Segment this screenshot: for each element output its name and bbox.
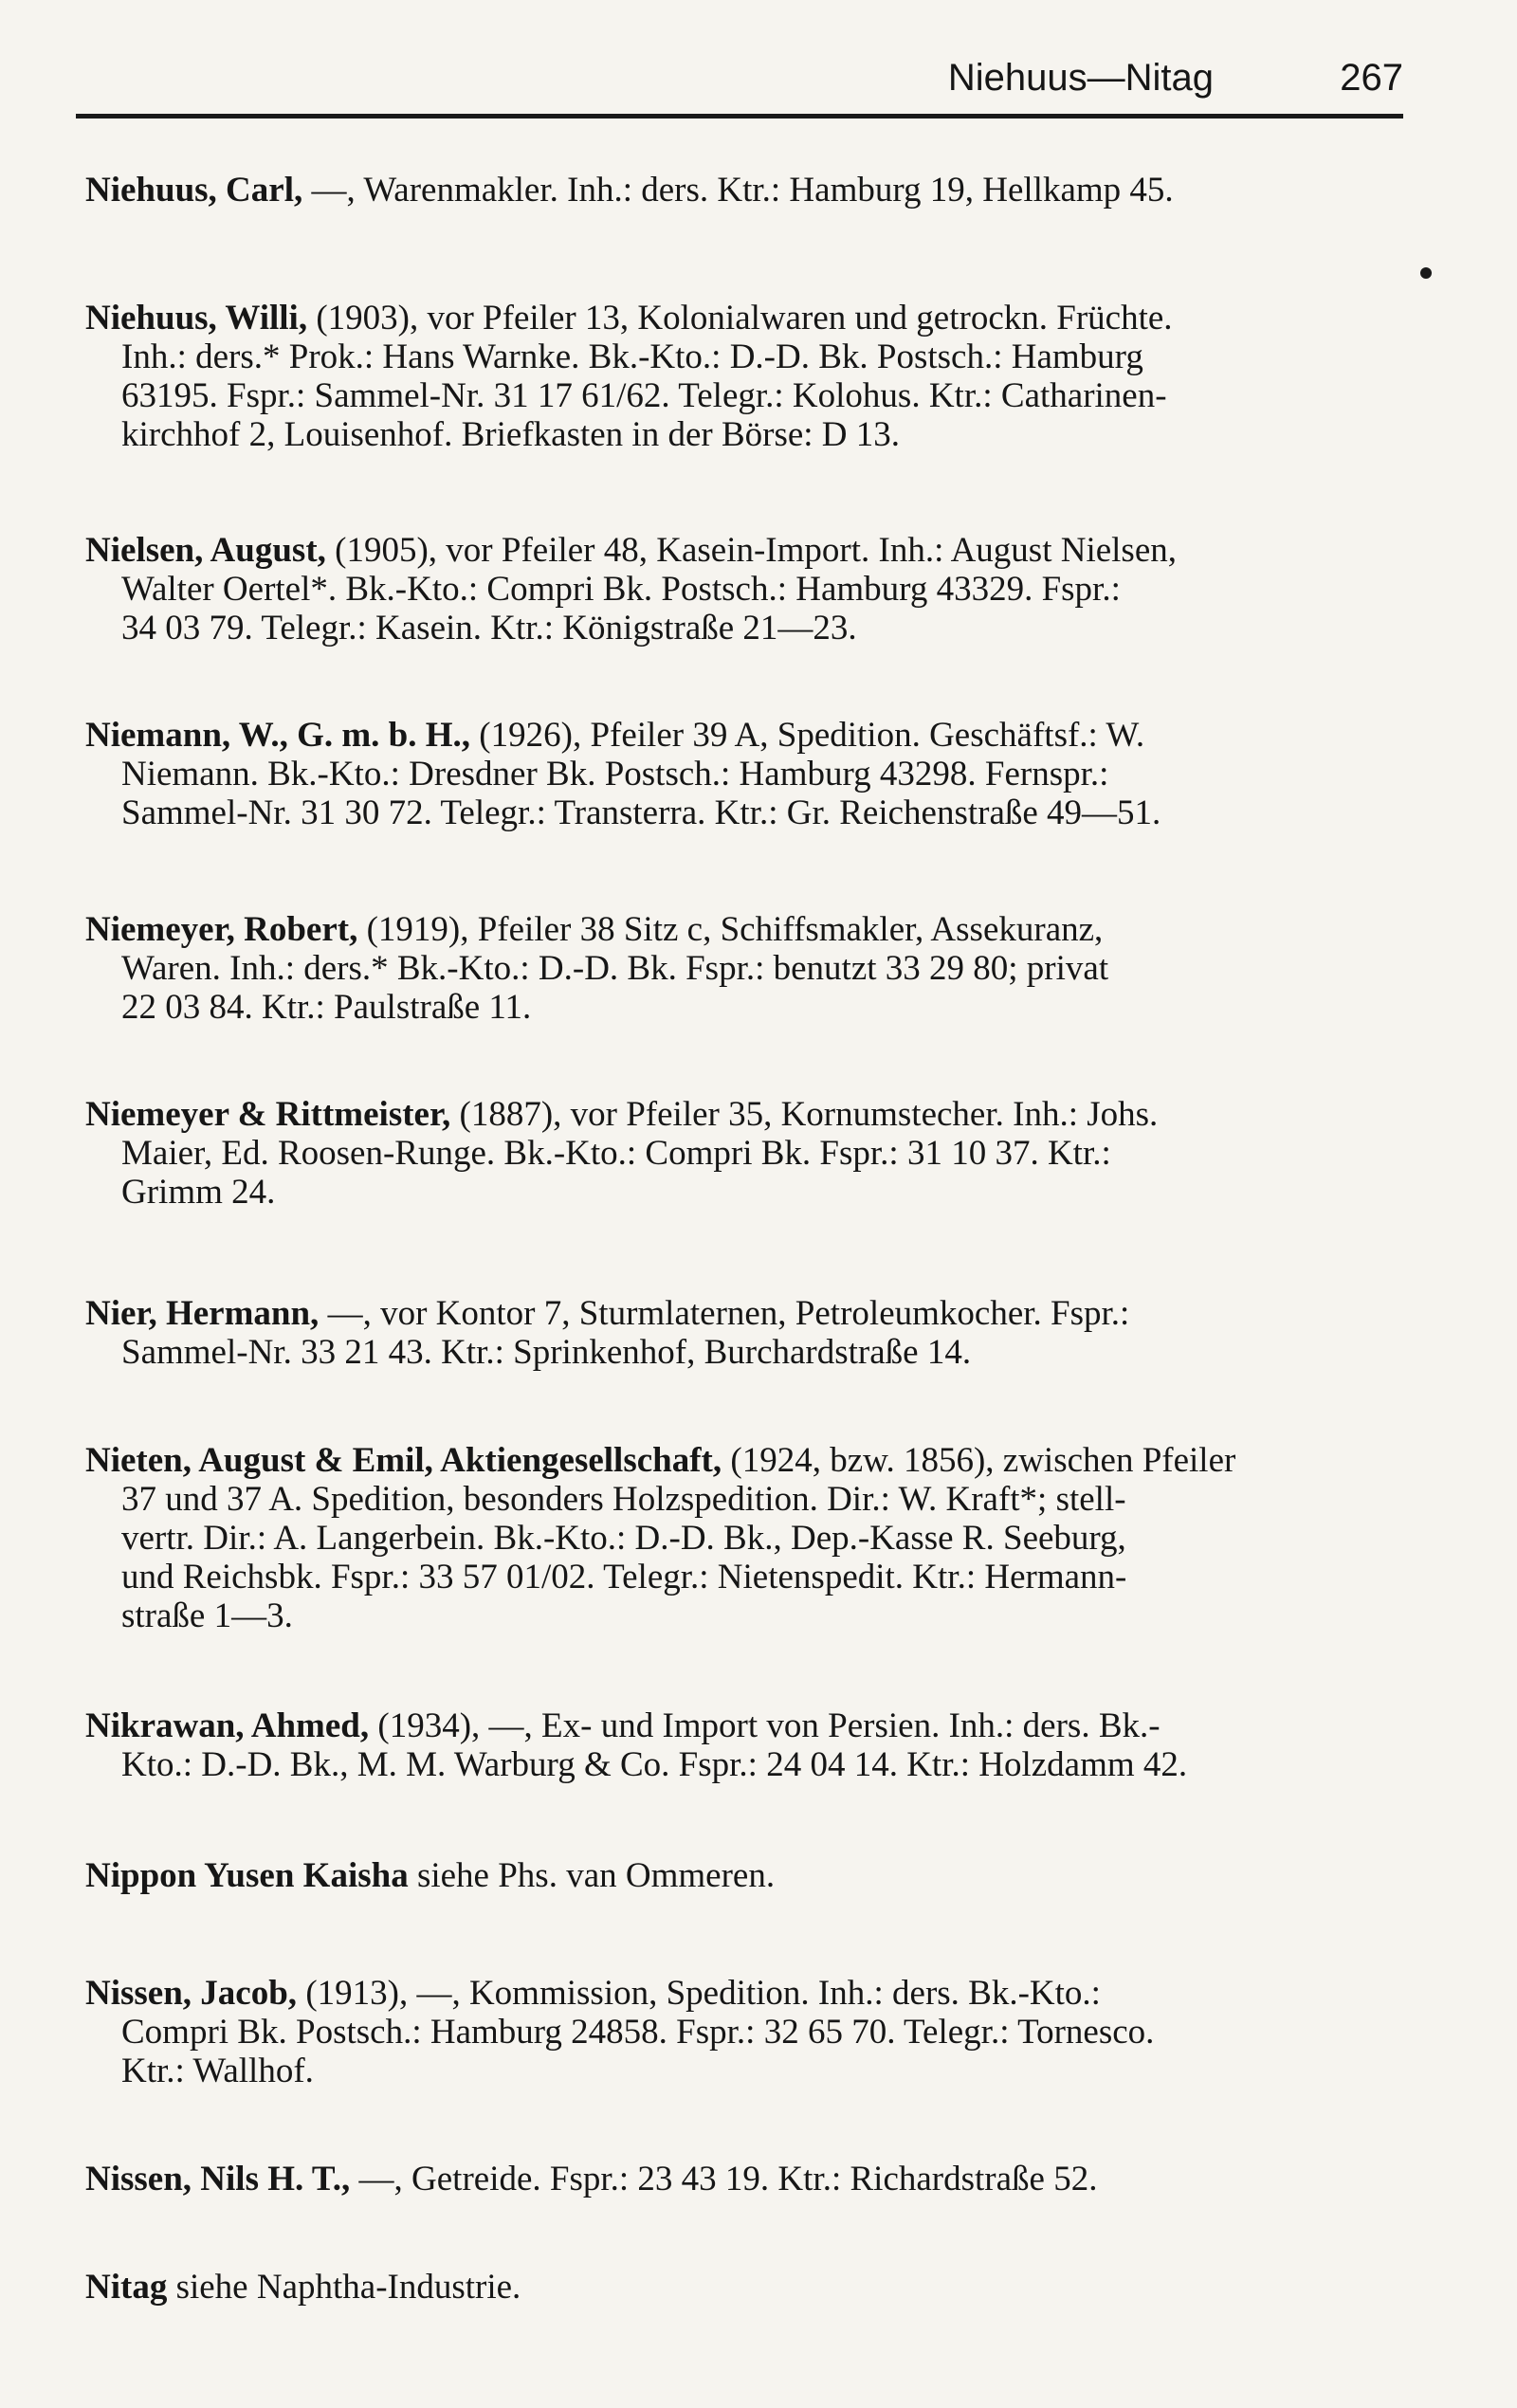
entry-line: Inh.: ders.* Prok.: Hans Warnke. Bk.-Kto.: D.-D. Bk. Postsch.: Hamburg — [121, 337, 1143, 376]
entry-name: Niemann, W., G. m. b. H., — [85, 716, 471, 755]
entry-name: Nielsen, August, — [85, 531, 326, 570]
entry-line: Niemann. Bk.-Kto.: Dresdner Bk. Postsch.: Hamburg 43298. Fernspr.: — [121, 755, 1109, 794]
entry-line: Kto.: D.-D. Bk., M. M. Warburg & Co. Fspr.: 24 04 14. Ktr.: Holzdamm 42. — [121, 1745, 1188, 1784]
entry-line: Grimm 24. — [121, 1173, 276, 1212]
page-header — [76, 53, 1403, 110]
entry-name: Niemeyer & Rittmeister, — [85, 1095, 451, 1134]
ink-dot — [1420, 267, 1432, 279]
page-number: 267 — [1340, 57, 1403, 99]
entry-line: 37 und 37 A. Spedition, besonders Holzspedition. Dir.: W. Kraft*; stell- — [121, 1480, 1126, 1519]
running-title: Niehuus—Nitag — [947, 57, 1214, 99]
entry-name: Nissen, Nils H. T., — [85, 2160, 351, 2198]
entry-line: Sammel-Nr. 31 30 72. Telegr.: Transterra. Ktr.: Gr. Reichenstraße 49—51. — [121, 794, 1161, 832]
entry-line: —, Getreide. Fspr.: 23 43 19. Ktr.: Richardstraße 52. — [358, 2160, 1098, 2198]
entry-line: Sammel-Nr. 33 21 43. Ktr.: Sprinkenhof, Burchardstraße 14. — [121, 1333, 972, 1372]
entry-line: Maier, Ed. Roosen-Runge. Bk.-Kto.: Compri Bk. Fspr.: 31 10 37. Ktr.: — [121, 1134, 1111, 1173]
entry-name: Niemeyer, Robert, — [85, 910, 358, 949]
header-rule — [76, 114, 1403, 119]
entry-line: 34 03 79. Telegr.: Kasein. Ktr.: Königstraße 21—23. — [121, 609, 857, 648]
entry-line: (1934), —, Ex- und Import von Persien. Inh.: ders. Bk.- — [377, 1706, 1161, 1745]
directory-entry — [85, 299, 1413, 454]
entry-line: Waren. Inh.: ders.* Bk.-Kto.: D.-D. Bk. Fspr.: benutzt 33 29 80; privat — [121, 949, 1109, 988]
directory-entry — [85, 910, 1413, 1027]
entry-line: (1919), Pfeiler 38 Sitz c, Schiffsmakler, Assekuranz, — [366, 910, 1104, 949]
entry-line: (1913), —, Kommission, Spedition. Inh.: ders. Bk.-Kto.: — [305, 1974, 1101, 2013]
entry-line: (1903), vor Pfeiler 13, Kolonialwaren und getrockn. Früchte. — [316, 299, 1173, 337]
entry-name: Niehuus, Willi, — [85, 299, 308, 337]
entry-line: —, vor Kontor 7, Sturmlaternen, Petroleumkocher. Fspr.: — [327, 1294, 1130, 1333]
entry-name: Niehuus, Carl, — [85, 171, 303, 210]
directory-entry — [85, 171, 1413, 210]
entry-line: Ktr.: Wallhof. — [121, 2052, 314, 2090]
directory-entry — [85, 1441, 1413, 1635]
entry-line: siehe Phs. van Ommeren. — [416, 1856, 776, 1895]
directory-entry — [85, 2268, 1413, 2307]
directory-entry — [85, 716, 1413, 832]
entry-line: (1905), vor Pfeiler 48, Kasein-Import. Inh.: August Nielsen, — [335, 531, 1177, 570]
entry-line: (1887), vor Pfeiler 35, Kornumstecher. Inh.: Johs. — [459, 1095, 1159, 1134]
entry-name: Nissen, Jacob, — [85, 1974, 298, 2013]
directory-entry — [85, 1856, 1413, 1895]
directory-entry — [85, 1095, 1413, 1212]
directory-entry — [85, 1974, 1413, 2090]
entry-name: Nier, Hermann, — [85, 1294, 320, 1333]
entry-line: —, Warenmakler. Inh.: ders. Ktr.: Hamburg 19, Hellkamp 45. — [311, 171, 1174, 210]
entry-name: Nieten, August & Emil, Aktiengesellschaft, — [85, 1441, 722, 1480]
entry-name: Nikrawan, Ahmed, — [85, 1706, 370, 1745]
entry-line: Walter Oertel*. Bk.-Kto.: Compri Bk. Postsch.: Hamburg 43329. Fspr.: — [121, 570, 1121, 609]
entry-line: (1924, bzw. 1856), zwischen Pfeiler — [730, 1441, 1236, 1480]
entry-line: straße 1—3. — [121, 1596, 293, 1635]
entry-name: Nippon Yusen Kaisha — [85, 1856, 409, 1895]
entry-line: Compri Bk. Postsch.: Hamburg 24858. Fspr.: 32 65 70. Telegr.: Tornesco. — [121, 2013, 1155, 2052]
directory-entry — [85, 2160, 1413, 2198]
entry-name: Nitag — [85, 2268, 168, 2307]
entry-line: vertr. Dir.: A. Langerbein. Bk.-Kto.: D.-D. Bk., Dep.-Kasse R. Seeburg, — [121, 1519, 1126, 1558]
directory-entry — [85, 531, 1413, 648]
entry-line: kirchhof 2, Louisenhof. Briefkasten in der Börse: D 13. — [121, 415, 901, 454]
directory-entry — [85, 1294, 1413, 1372]
directory-entry — [85, 1706, 1413, 1784]
entry-line: 22 03 84. Ktr.: Paulstraße 11. — [121, 988, 532, 1027]
entry-line: und Reichsbk. Fspr.: 33 57 01/02. Telegr.: Nietenspedit. Ktr.: Hermann- — [121, 1558, 1127, 1596]
entry-line: 63195. Fspr.: Sammel-Nr. 31 17 61/62. Telegr.: Kolohus. Ktr.: Catharinen- — [121, 376, 1167, 415]
entry-line: siehe Naphtha-Industrie. — [175, 2268, 521, 2307]
entry-line: (1926), Pfeiler 39 A, Spedition. Geschäftsf.: W. — [479, 716, 1145, 755]
